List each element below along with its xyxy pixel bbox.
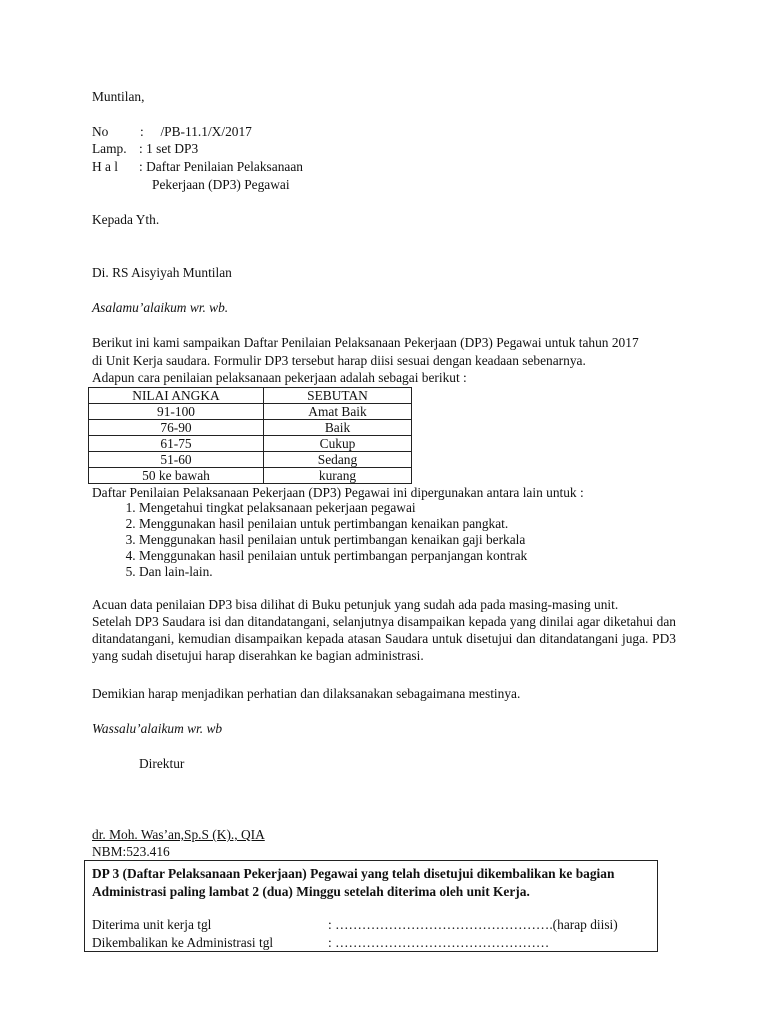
returned-date-field[interactable]: : ………………………………………… [328, 935, 550, 950]
grade-table [88, 387, 412, 484]
reference-line: Acuan data penilaian DP3 bisa dilihat di Buku petunjuk yang sudah ada pada masing-masing unit. [92, 597, 619, 612]
list-item: 3. Menggunakan hasil penilaian untuk pertimbangan kenaikan gaji berkala [139, 532, 527, 548]
signer-name: dr. Moh. Was’an,Sp.S (K)., QIA [92, 827, 265, 842]
letter-place: Muntilan, [92, 89, 145, 104]
uses-list [105, 500, 527, 580]
signer-title: Direktur [139, 756, 185, 771]
table-row [89, 436, 412, 452]
attachment-label: Lamp. [92, 141, 127, 156]
table-row [89, 452, 412, 468]
list-item: 2. Menggunakan hasil penilaian untuk pertimbangan kenaikan pangkat. [139, 516, 527, 532]
table-header-row [89, 388, 412, 404]
received-date-label: Diterima unit kerja tgl [92, 917, 212, 932]
table-cell-score: 51-60 [89, 452, 264, 468]
table-row [89, 404, 412, 420]
received-date-row [92, 917, 618, 933]
letter-number [92, 123, 252, 140]
letter-attachment [92, 140, 198, 157]
table-cell-score: 76-90 [89, 420, 264, 436]
table-row [89, 420, 412, 436]
return-note: DP 3 (Daftar Pelaksanaan Pekerjaan) Pegawai yang telah disetujui dikembalikan ke bagian Administrasi paling lambat 2 (dua) Minggu setelah diterima oleh unit Kerja. [92, 866, 615, 899]
intro-line-2: di Unit Kerja saudara. Formulir DP3 tersebut harap diisi sesuai dengan keadaan sebenarnya. [92, 353, 586, 368]
column-header-score: NILAI ANGKA [89, 388, 264, 404]
returned-date-row [92, 935, 549, 951]
table-cell-grade: Cukup [264, 436, 412, 452]
closing-line: Demikian harap menjadikan perhatian dan dilaksanakan sebagaimana mestinya. [92, 686, 521, 701]
uses-intro: Daftar Penilaian Pelaksanaan Pekerjaan (DP3) Pegawai ini dipergunakan antara lain untuk : [92, 485, 584, 500]
returned-date-label: Dikembalikan ke Administrasi tgl [92, 935, 274, 950]
subject-value-continued: Pekerjaan (DP3) Pegawai [152, 177, 290, 192]
list-item: 1. Mengetahui tingkat pelaksanaan pekerjaan pegawai [139, 500, 527, 516]
return-instructions-box [84, 860, 658, 952]
table-cell-grade: Sedang [264, 452, 412, 468]
subject-value: : Daftar Penilaian Pelaksanaan [139, 159, 303, 174]
list-item: 5. Dan lain-lain. [139, 564, 527, 580]
recipient-to: Kepada Yth. [92, 212, 160, 227]
number-label: No [92, 124, 109, 139]
column-header-grade: SEBUTAN [264, 388, 412, 404]
recipient-address: Di. RS Aisyiyah Muntilan [92, 265, 232, 280]
letter-subject [92, 158, 303, 175]
table-row [89, 468, 412, 484]
table-cell-grade: kurang [264, 468, 412, 484]
signer-nbm: NBM:523.416 [92, 844, 170, 859]
table-cell-grade: Baik [264, 420, 412, 436]
received-date-field[interactable]: : ………………………………………….(harap diisi) [328, 917, 618, 932]
reference-paragraph: Setelah DP3 Saudara isi dan ditandatangani, selanjutnya disampaikan kepada yang dinilai agar diketahui dan ditandatangani, kemudian disampaikan kepada atasan Saudara untuk disetujui dan ditandatangani juga. PD3 yang sudah disetujui harap diserahkan ke bagian administrasi. [92, 614, 676, 663]
greeting: Asalamu’alaikum wr. wb. [92, 300, 229, 315]
intro-line-3: Adapun cara penilaian pelaksanaan pekerjaan adalah sebagai berikut : [92, 370, 467, 385]
list-item: 4. Menggunakan hasil penilaian untuk pertimbangan perpanjangan kontrak [139, 548, 527, 564]
subject-label: H a l [92, 159, 119, 174]
table-cell-grade: Amat Baik [264, 404, 412, 420]
salutation: Wassalu’alaikum wr. wb [92, 721, 223, 736]
table-cell-score: 50 ke bawah [89, 468, 264, 484]
number-value: : /PB-11.1/X/2017 [140, 124, 252, 139]
table-cell-score: 61-75 [89, 436, 264, 452]
attachment-value: : 1 set DP3 [139, 141, 199, 156]
intro-line-1: Berikut ini kami sampaikan Daftar Penilaian Pelaksanaan Pekerjaan (DP3) Pegawai untuk tahun 2017 [92, 335, 639, 350]
table-cell-score: 91-100 [89, 404, 264, 420]
